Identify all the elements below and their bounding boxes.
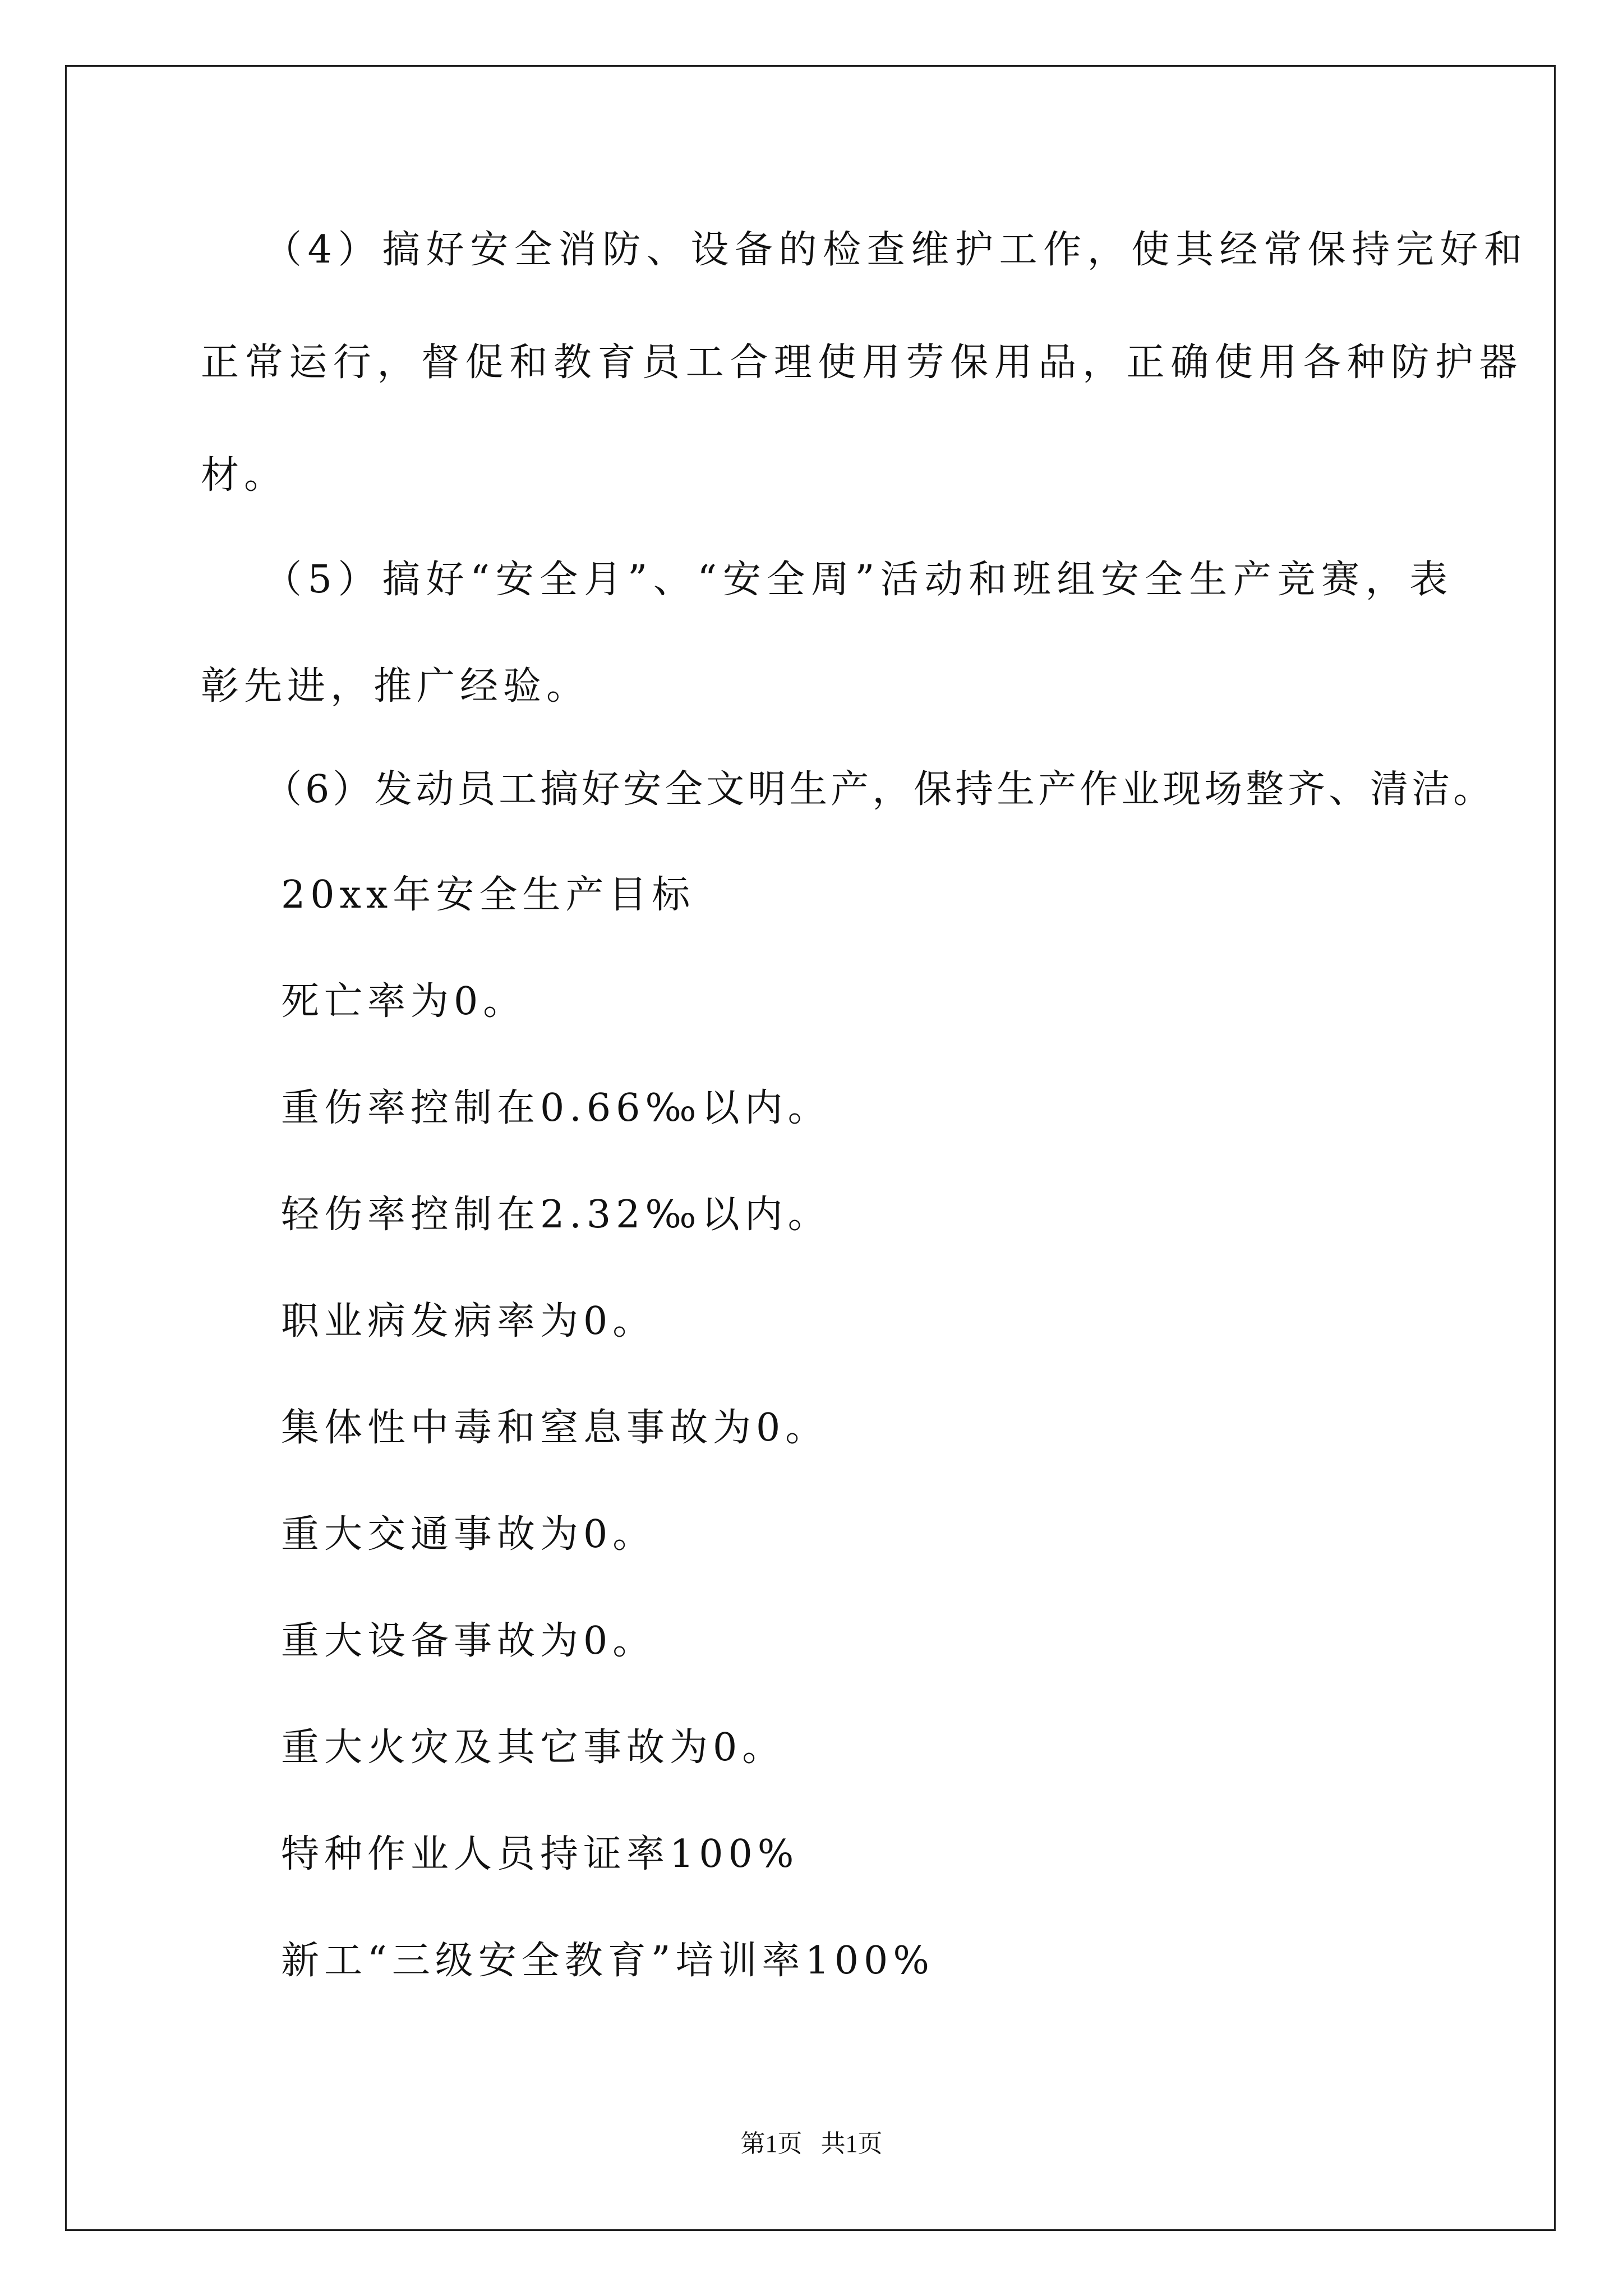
page-border [65,65,1556,2231]
goal-item: 死亡率为0。 [281,979,527,1024]
goals-title: 20xx年安全生产目标 [281,873,695,917]
paragraph-5-line-1: （5）搞好“安全月”、“安全周”活动和班组安全生产竞赛，表 [264,558,1454,602]
paragraph-5-line-2: 彰先进，推广经验。 [201,664,590,708]
goal-item: 重大火灾及其它事故为0。 [281,1726,786,1770]
goal-item: 新工“三级安全教育”培训率100% [281,1939,934,1983]
goal-item: 轻伤率控制在2.32‰以内。 [281,1193,831,1237]
goal-item: 重伤率控制在0.66‰以内。 [281,1086,831,1130]
paragraph-4-line-2: 正常运行，督促和教育员工合理使用劳保用品，正确使用各种防护器 [201,341,1524,385]
paragraph-6-line-1: （6）发动员工搞好安全文明生产，保持生产作业现场整齐、清洁。 [264,767,1495,812]
goal-item: 职业病发病率为0。 [281,1299,656,1343]
goal-item: 重大交通事故为0。 [281,1512,656,1557]
paragraph-4-line-1: （4）搞好安全消防、设备的检查维护工作，使其经常保持完好和 [264,228,1528,272]
goal-item: 集体性中毒和窒息事故为0。 [281,1406,829,1450]
paragraph-4-line-3: 材。 [201,453,288,498]
goal-item: 特种作业人员持证率100% [281,1832,799,1876]
page-number-footer: 第1页 共1页 [740,2130,883,2157]
goal-item: 重大设备事故为0。 [281,1619,656,1663]
